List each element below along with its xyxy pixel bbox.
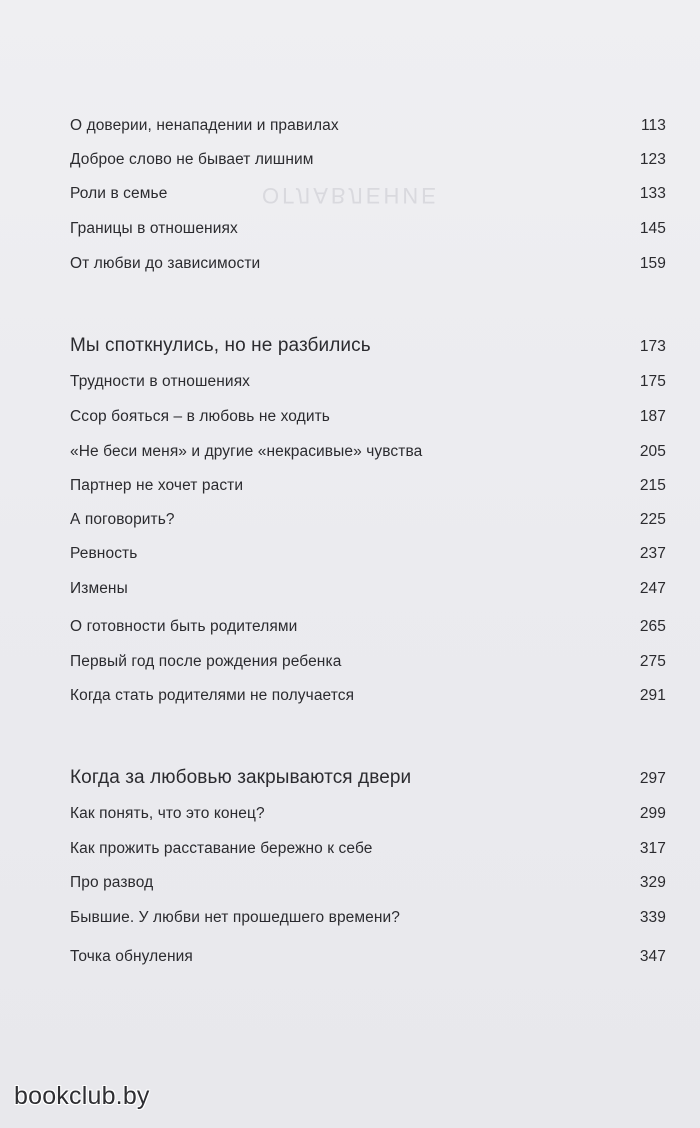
show-through-text: ОГЛАВЛЕНИЕ — [262, 183, 439, 208]
toc-entry — [70, 576, 666, 602]
toc-section-heading — [70, 333, 666, 359]
watermark-logo: bookclub.by — [14, 1082, 150, 1110]
toc-entry-title: Измены — [70, 580, 128, 597]
toc-entry-page: 113 — [640, 117, 666, 134]
toc-entry — [70, 216, 666, 242]
toc-entry-page: 187 — [639, 408, 666, 425]
toc-entry — [70, 905, 666, 931]
toc-entry-page: 123 — [639, 151, 666, 168]
toc-entry — [70, 404, 666, 430]
toc-entry-page: 247 — [639, 580, 666, 597]
toc-entry-page: 329 — [639, 874, 666, 891]
toc-entry — [70, 473, 666, 499]
toc-entry — [70, 181, 666, 207]
toc-entry-title: Границы в отношениях — [70, 220, 238, 237]
toc-entry-page: 175 — [639, 373, 666, 390]
toc-entry-title: Точка обнуления — [70, 948, 193, 965]
toc-entry — [70, 683, 666, 709]
toc-entry-title: Партнер не хочет расти — [70, 477, 244, 494]
toc-entry-title: Ссор бояться – в любовь не ходить — [70, 408, 330, 425]
toc-entry — [70, 836, 666, 862]
toc-entry-title: Когда стать родителями не получается — [70, 687, 355, 704]
toc-entry — [70, 944, 666, 970]
toc-entry-page: 133 — [639, 185, 666, 202]
toc-entry-page: 347 — [639, 948, 666, 965]
toc-entry-page: 205 — [639, 443, 666, 460]
toc-section-title: Когда за любовью закрываются двери — [70, 767, 412, 788]
toc-entry-title: О доверии, ненападении и правилах — [70, 117, 339, 134]
toc-entry — [70, 649, 666, 675]
toc-entry — [70, 541, 666, 567]
toc-entry-title: Бывшие. У любви нет прошедшего времени? — [70, 909, 401, 926]
toc-entry-title: Как прожить расставание бережно к себе — [70, 840, 373, 857]
toc-entry-title: Про развод — [70, 874, 154, 891]
toc-entry — [70, 801, 666, 827]
toc-entry — [70, 369, 666, 395]
toc-entry — [70, 507, 666, 533]
toc-section-heading — [70, 765, 666, 791]
toc-entry — [70, 870, 666, 896]
toc-entry-page: 159 — [639, 255, 666, 272]
toc-entry-page: 215 — [639, 477, 666, 494]
toc-entry-title: «Не беси меня» и другие «некрасивые» чувства — [70, 443, 423, 460]
toc-section-title: Мы споткнулись, но не разбились — [70, 335, 371, 356]
toc-entry-page: 275 — [639, 653, 666, 670]
toc-entry — [70, 113, 666, 139]
toc-entry-title: О готовности быть родителями — [70, 618, 298, 635]
toc-entry-page: 237 — [639, 545, 666, 562]
toc-entry-page: 339 — [639, 909, 666, 926]
toc-entry-page: 291 — [639, 687, 666, 704]
toc-entry-page: 299 — [639, 805, 666, 822]
toc-entry-page: 265 — [639, 618, 666, 635]
toc-entry-title: Трудности в отношениях — [70, 373, 251, 390]
toc-entry-page: 225 — [639, 511, 666, 528]
toc-entry — [70, 439, 666, 465]
toc-entry-title: Ревность — [70, 545, 138, 562]
toc-entry-title: Доброе слово не бывает лишним — [70, 151, 314, 168]
toc-entry-page: 145 — [639, 220, 666, 237]
toc-entry-page: 317 — [639, 840, 666, 857]
toc-section-page: 173 — [639, 338, 666, 355]
toc-entry-title: Роли в семье — [70, 185, 168, 202]
toc-entry — [70, 251, 666, 277]
toc-entry-title: Как понять, что это конец? — [70, 805, 265, 822]
toc-entry — [70, 614, 666, 640]
toc-entry — [70, 147, 666, 173]
toc-section-page: 297 — [639, 770, 666, 787]
toc-entry-title: А поговорить? — [70, 511, 175, 528]
toc-entry-title: Первый год после рождения ребенка — [70, 653, 342, 670]
toc-entry-title: От любви до зависимости — [70, 255, 261, 272]
